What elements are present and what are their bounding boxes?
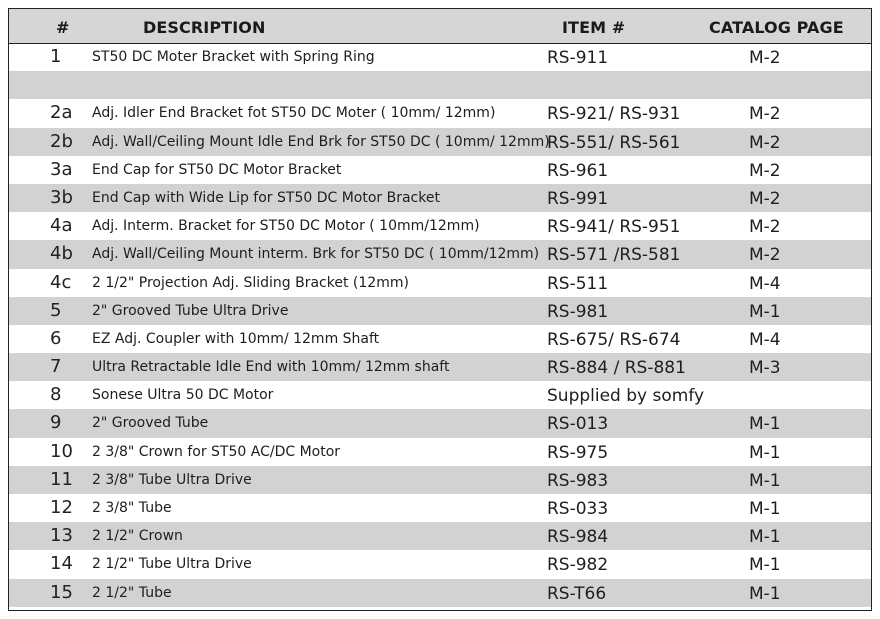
row-number: 11 [50, 468, 73, 490]
table-row [9, 466, 871, 494]
row-number: 4c [50, 271, 72, 293]
table-row [9, 71, 871, 99]
row-catalog-page: M-1 [749, 301, 781, 322]
table-row [9, 438, 871, 466]
row-description: 2" Grooved Tube Ultra Drive [92, 302, 289, 319]
row-number: 12 [50, 497, 73, 518]
table-row [9, 409, 871, 437]
table-row [9, 325, 871, 353]
row-description: 2 1/2" Tube [92, 584, 172, 601]
row-number: 9 [50, 412, 62, 434]
row-catalog-page: M-2 [749, 245, 781, 266]
row-item-number: RS-981 [547, 301, 609, 322]
row-description: End Cap for ST50 DC Motor Bracket [92, 161, 342, 178]
row-description: 2 1/2" Tube Ultra Drive [92, 556, 252, 573]
row-item-number: RS-T66 [547, 583, 607, 604]
row-catalog-page: M-3 [749, 358, 781, 379]
row-item-number: RS-571 /RS-581 [547, 245, 681, 266]
row-number: 15 [50, 581, 73, 603]
row-description: 2 1/2" Projection Adj. Sliding Bracket (12mm) [92, 274, 409, 291]
table-row [9, 99, 871, 127]
row-item-number: RS-911 [547, 48, 609, 68]
row-catalog-page: M-1 [749, 555, 781, 576]
row-item-number: Supplied by somfy [547, 386, 705, 407]
row-number: 8 [50, 384, 62, 406]
row-description: EZ Adj. Coupler with 10mm/ 12mm Shaft [92, 330, 380, 347]
table-row [9, 184, 871, 212]
row-catalog-page: M-1 [749, 470, 781, 491]
table-row [9, 269, 871, 297]
row-description: Adj. Interm. Bracket for ST50 DC Motor ( 10mm/12mm) [92, 218, 480, 235]
row-description: ST50 DC Moter Bracket with Spring Ring [92, 49, 375, 65]
row-description: 2 1/2" Crown [92, 528, 183, 545]
table-row [9, 579, 871, 607]
row-item-number: RS-983 [547, 470, 609, 491]
parts-table [8, 8, 872, 611]
row-number: 2a [50, 102, 73, 124]
row-number: 10 [50, 440, 73, 462]
row-item-number: RS-511 [547, 273, 609, 294]
row-description: 2 3/8" Tube [92, 500, 172, 516]
row-catalog-page: M-2 [749, 217, 781, 238]
row-catalog-page: M-4 [749, 273, 781, 294]
row-item-number: RS-982 [547, 555, 609, 576]
row-number: 14 [50, 553, 73, 575]
row-catalog-page: M-2 [749, 160, 781, 181]
row-number: 6 [50, 327, 62, 349]
row-catalog-page: M-1 [749, 414, 781, 435]
row-item-number: RS-884 / RS-881 [547, 358, 686, 379]
row-number: 4a [50, 215, 73, 237]
table-row [9, 297, 871, 325]
row-catalog-page: M-1 [749, 499, 781, 519]
row-description: 2" Grooved Tube [92, 415, 209, 432]
row-item-number: RS-013 [547, 414, 609, 435]
row-catalog-page: M-4 [749, 329, 781, 350]
row-description: 2 3/8" Crown for ST50 AC/DC Motor [92, 443, 341, 460]
row-item-number: RS-921/ RS-931 [547, 104, 681, 125]
header-description: DESCRIPTION [143, 18, 266, 37]
row-number: 2b [50, 130, 73, 152]
row-description: Adj. Idler End Bracket fot ST50 DC Moter ( 10mm/ 12mm) [92, 105, 496, 122]
row-description: Ultra Retractable Idle End with 10mm/ 12mm shaft [92, 359, 450, 376]
row-item-number: RS-991 [547, 188, 609, 209]
row-item-number: RS-975 [547, 442, 609, 463]
header-number: # [56, 18, 70, 37]
table-row [9, 353, 871, 381]
row-number: 4b [50, 243, 73, 265]
row-description: End Cap with Wide Lip for ST50 DC Motor Bracket [92, 189, 440, 206]
row-item-number: RS-551/ RS-561 [547, 132, 681, 153]
row-number: 7 [50, 356, 62, 378]
header-item-number: ITEM # [562, 18, 626, 37]
row-catalog-page: M-1 [749, 583, 781, 604]
row-description: Adj. Wall/Ceiling Mount interm. Brk for ST50 DC ( 10mm/12mm) [92, 246, 540, 263]
table-row [9, 381, 871, 409]
table-row [9, 43, 871, 71]
row-description: Adj. Wall/Ceiling Mount Idle End Brk for ST50 DC ( 10mm/ 12mm) [92, 133, 550, 150]
header-catalog-page: CATALOG PAGE [709, 18, 844, 37]
row-item-number: RS-961 [547, 160, 609, 181]
row-number: 13 [50, 525, 73, 547]
table-row [9, 156, 871, 184]
row-description: Sonese Ultra 50 DC Motor [92, 387, 274, 404]
row-number: 3b [50, 186, 73, 208]
row-item-number: RS-675/ RS-674 [547, 329, 681, 350]
table-header [9, 9, 871, 44]
row-item-number: RS-033 [547, 499, 609, 519]
table-row [9, 494, 871, 522]
table-row [9, 212, 871, 240]
row-catalog-page: M-2 [749, 132, 781, 153]
row-description: 2 3/8" Tube Ultra Drive [92, 471, 252, 488]
row-catalog-page: M-2 [749, 104, 781, 125]
table-row [9, 522, 871, 550]
table-row [9, 240, 871, 268]
row-catalog-page: M-1 [749, 527, 781, 548]
table-body [9, 43, 871, 607]
row-number: 3a [50, 158, 73, 180]
row-item-number: RS-984 [547, 527, 609, 548]
row-item-number: RS-941/ RS-951 [547, 217, 681, 238]
row-catalog-page: M-2 [749, 48, 781, 68]
table-row [9, 550, 871, 578]
row-number: 5 [50, 299, 62, 321]
row-number: 1 [50, 46, 62, 67]
row-catalog-page: M-1 [749, 442, 781, 463]
table-row [9, 128, 871, 156]
row-catalog-page: M-2 [749, 188, 781, 209]
